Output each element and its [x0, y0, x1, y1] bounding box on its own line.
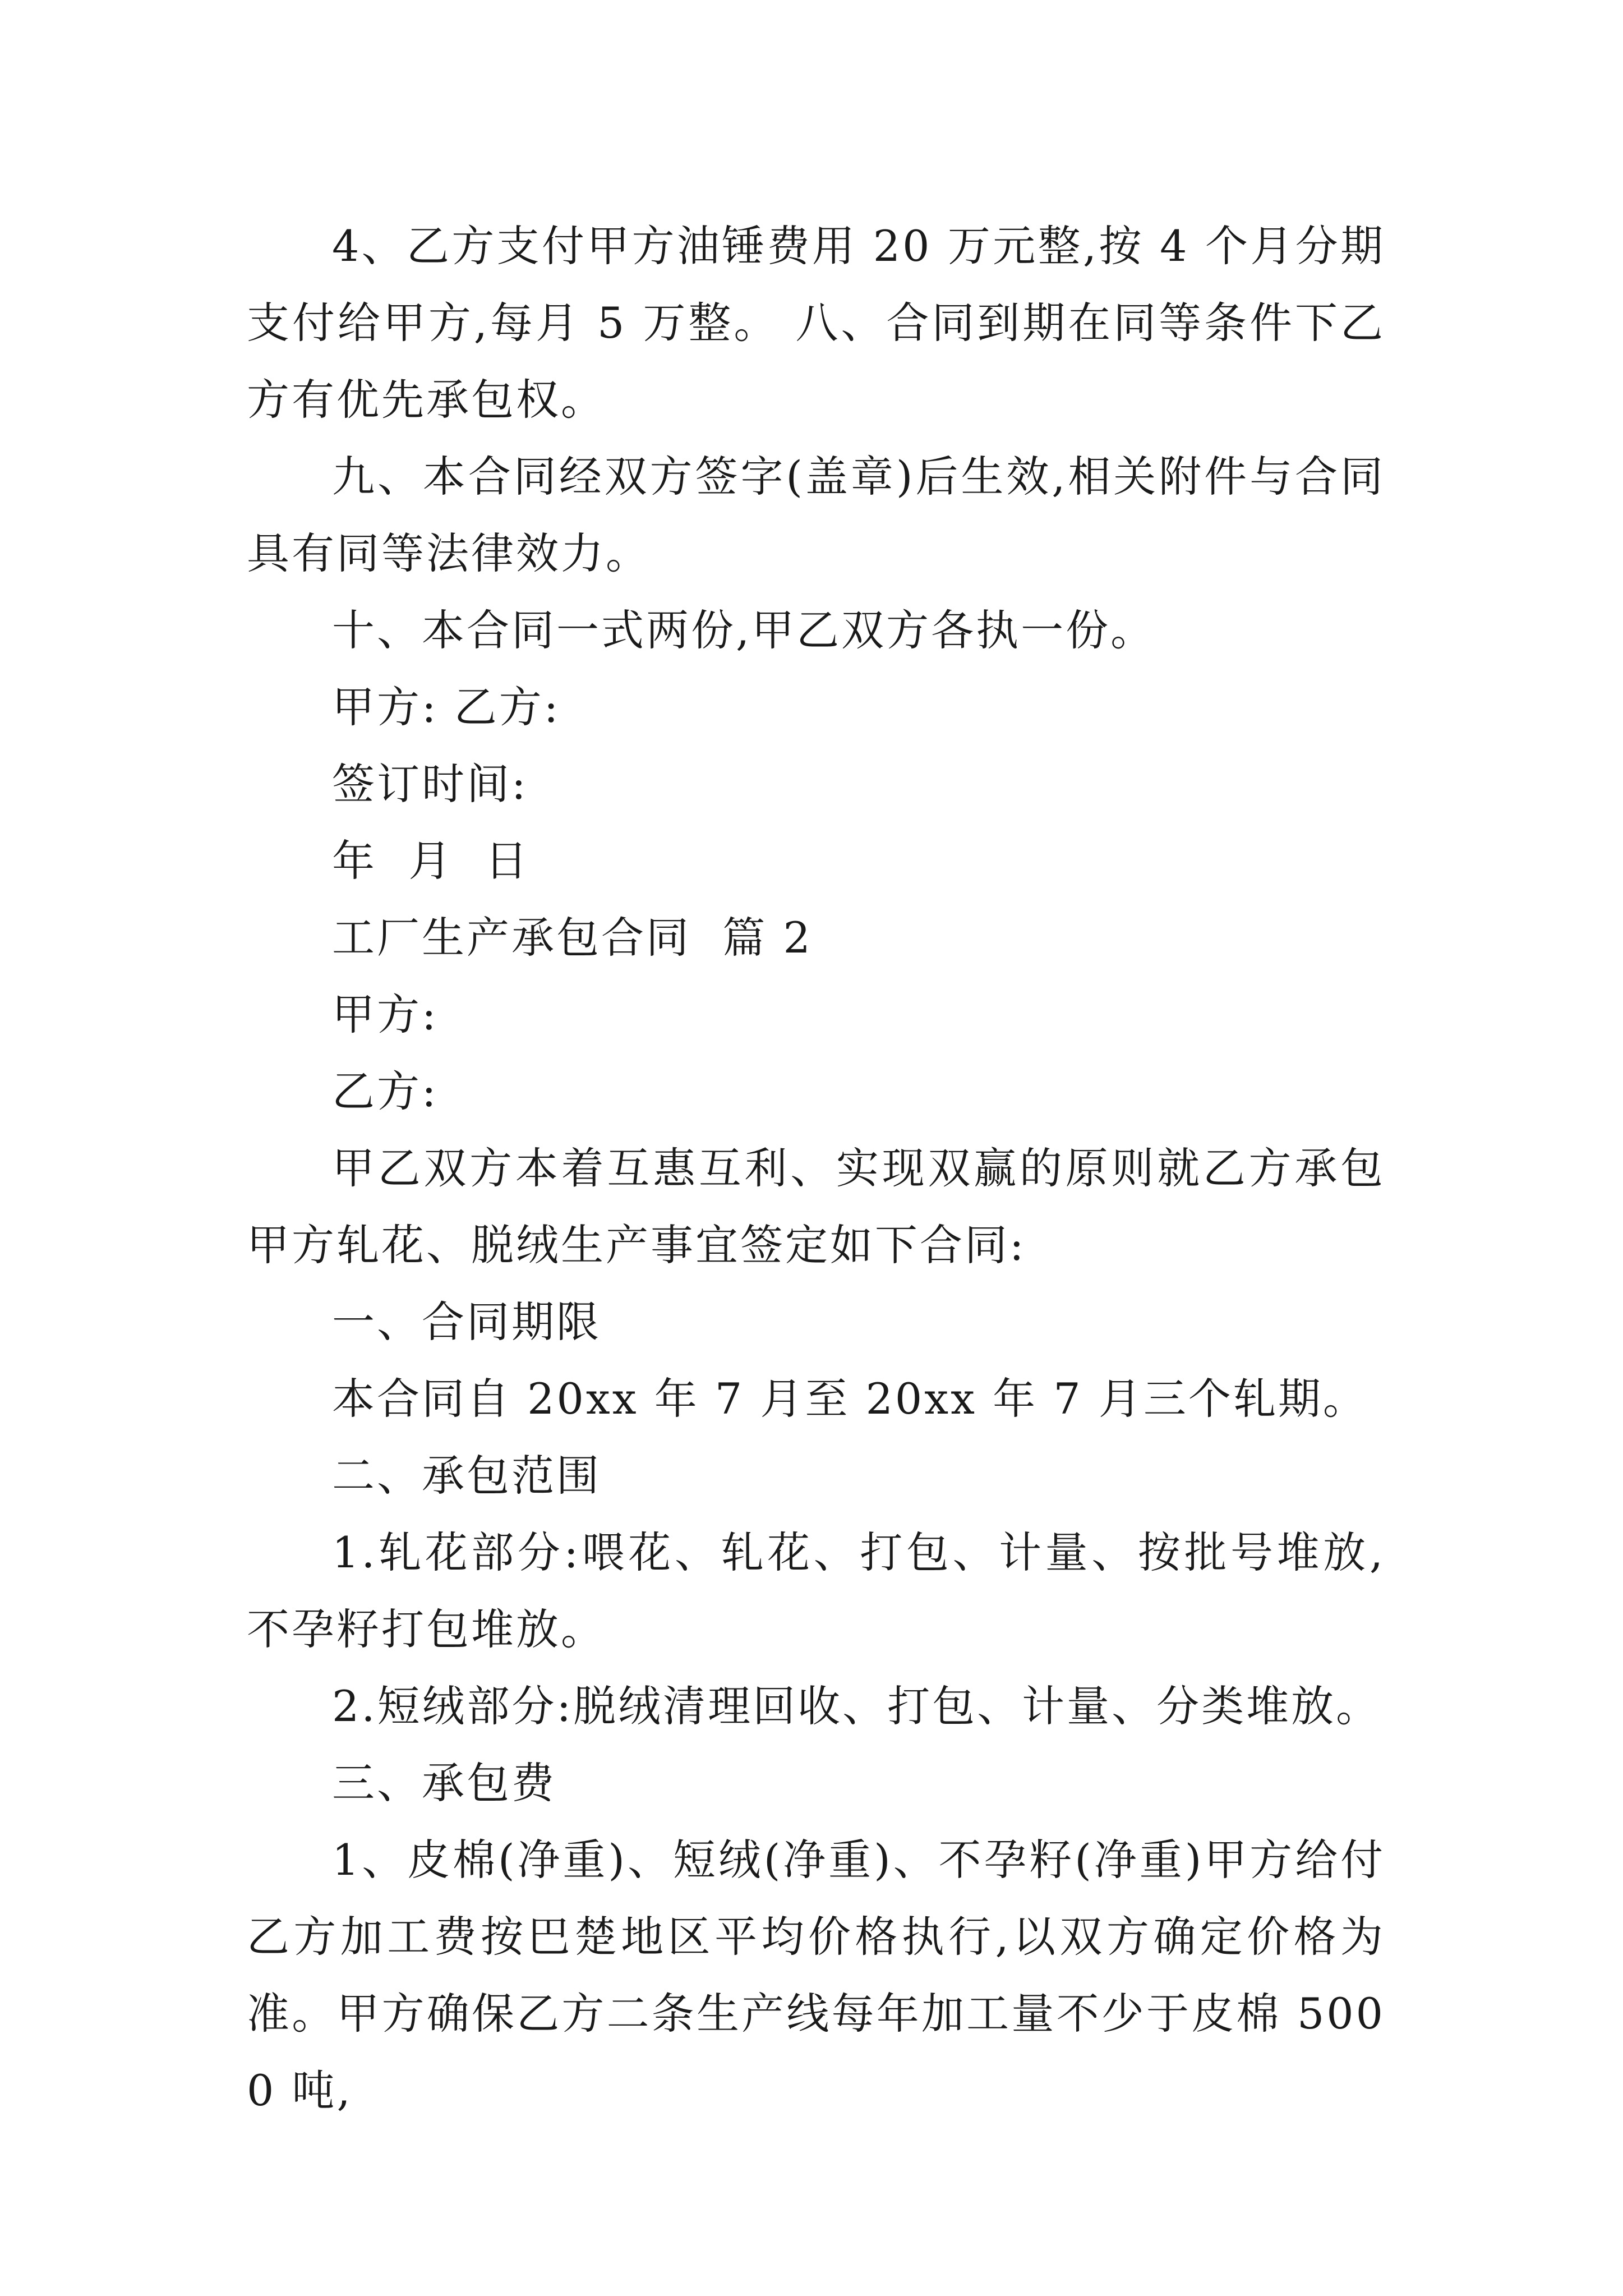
section-title: 工厂生产承包合同 篇 2	[332, 913, 813, 963]
signing-time-label: 签订时间:	[332, 759, 528, 809]
heading-contract-fee: 三、承包费	[332, 1758, 556, 1808]
paragraph-clause-10: 十、本合同一式两份,甲乙双方各执一份。	[332, 605, 1156, 655]
paragraph-linter-section: 2.短绒部分:脱绒清理回收、打包、计量、分类堆放。	[332, 1681, 1381, 1731]
paragraph-ginning-section: 1.轧花部分:喂花、轧花、打包、计量、按批号堆放,不孕籽打包堆放。	[247, 1527, 1385, 1654]
party-a-label: 甲方:	[332, 990, 439, 1039]
paragraph-fee-clause-1: 1、皮棉(净重)、短绒(净重)、不孕籽(净重)甲方给付乙方加工费按巴楚地区平均价格执行,以双方确定价格为准。甲方确保乙方二条生产线每年加工量不少于皮棉 5000 吨,	[247, 1835, 1385, 2115]
paragraph-preamble: 甲乙双方本着互惠互利、实现双赢的原则就乙方承包甲方轧花、脱绒生产事宜签定如下合同:	[247, 1143, 1385, 1270]
date-line: 年 月 日	[332, 836, 530, 886]
heading-scope: 二、承包范围	[332, 1451, 601, 1501]
paragraph-clause-9: 九、本合同经双方签字(盖章)后生效,相关附件与合同具有同等法律效力。	[247, 452, 1385, 578]
document-body	[247, 208, 1385, 2129]
signature-parties: 甲方: 乙方:	[332, 682, 561, 732]
paragraph-clause-4: 4、乙方支付甲方油锤费用 20 万元整,按 4 个月分期支付给甲方,每月 5 万整。 八、合同到期在同等条件下乙方有优先承包权。	[247, 221, 1385, 425]
paragraph-contract-term: 本合同自 20xx 年 7 月至 20xx 年 7 月三个轧期。	[332, 1374, 1368, 1424]
heading-contract-term: 一、合同期限	[332, 1297, 601, 1347]
party-b-label: 乙方:	[332, 1066, 439, 1116]
